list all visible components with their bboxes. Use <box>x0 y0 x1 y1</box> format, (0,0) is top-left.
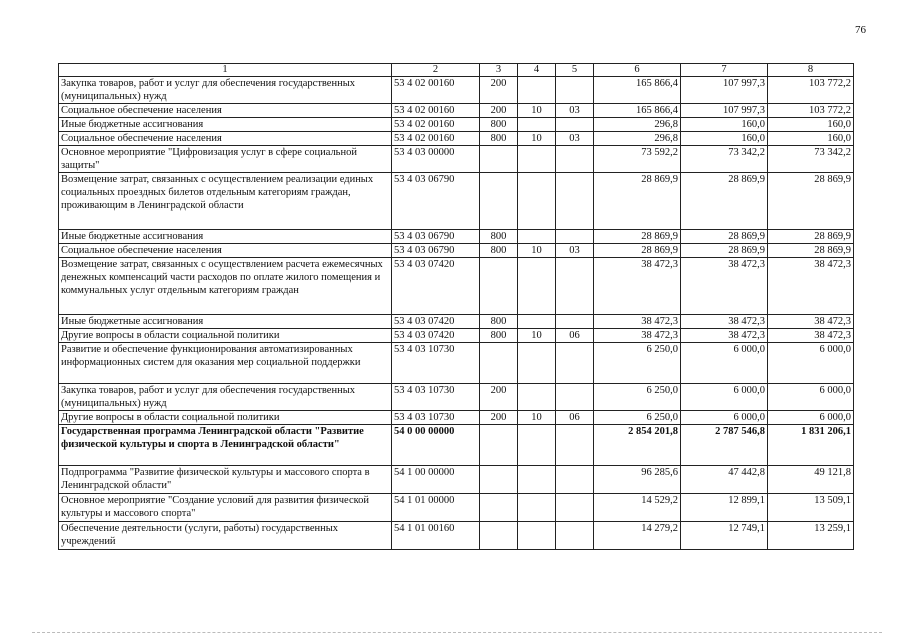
table-row <box>59 230 854 244</box>
row-code: 53 4 02 00160 <box>392 132 480 146</box>
table-row <box>59 118 854 132</box>
col-header-8: 8 <box>768 64 854 77</box>
row-value-6: 6 250,0 <box>594 384 681 411</box>
row-col5 <box>556 173 594 230</box>
row-col4 <box>518 258 556 315</box>
row-value-6: 14 279,2 <box>594 522 681 550</box>
row-value-7: 160,0 <box>681 132 768 146</box>
row-col5 <box>556 343 594 384</box>
row-name: Социальное обеспечение населения <box>59 132 392 146</box>
row-value-7: 38 472,3 <box>681 258 768 315</box>
row-value-8: 160,0 <box>768 118 854 132</box>
table-row <box>59 104 854 118</box>
row-value-8: 28 869,9 <box>768 173 854 230</box>
row-col3: 200 <box>480 104 518 118</box>
row-col4 <box>518 466 556 494</box>
row-col3: 800 <box>480 132 518 146</box>
row-name: Развитие и обеспечение функционирования автоматизированных информационных систем для оказания мер социальной поддержки <box>59 343 392 384</box>
col-header-4: 4 <box>518 64 556 77</box>
row-col5 <box>556 258 594 315</box>
row-value-6: 38 472,3 <box>594 258 681 315</box>
row-value-8: 6 000,0 <box>768 411 854 425</box>
row-value-7: 38 472,3 <box>681 329 768 343</box>
row-col5 <box>556 230 594 244</box>
row-col3: 800 <box>480 230 518 244</box>
row-value-7: 6 000,0 <box>681 411 768 425</box>
row-value-7: 12 749,1 <box>681 522 768 550</box>
row-value-7: 38 472,3 <box>681 315 768 329</box>
row-code: 53 4 02 00160 <box>392 77 480 104</box>
row-value-7: 28 869,9 <box>681 173 768 230</box>
row-code: 54 1 01 00160 <box>392 522 480 550</box>
row-col4: 10 <box>518 244 556 258</box>
row-code: 54 0 00 00000 <box>392 425 480 466</box>
row-col4 <box>518 146 556 173</box>
row-col3 <box>480 258 518 315</box>
row-col3 <box>480 466 518 494</box>
row-col3 <box>480 494 518 522</box>
row-name: Подпрограмма "Развитие физической культуры и массового спорта в Ленинградской области" <box>59 466 392 494</box>
row-code: 53 4 03 06790 <box>392 230 480 244</box>
table-row <box>59 425 854 466</box>
table-row <box>59 329 854 343</box>
row-value-8: 38 472,3 <box>768 258 854 315</box>
row-col5 <box>556 466 594 494</box>
row-value-8: 38 472,3 <box>768 329 854 343</box>
row-value-6: 38 472,3 <box>594 329 681 343</box>
row-name: Социальное обеспечение населения <box>59 244 392 258</box>
table-row <box>59 258 854 315</box>
row-col5 <box>556 522 594 550</box>
row-col3 <box>480 146 518 173</box>
table-row <box>59 146 854 173</box>
row-code: 53 4 02 00160 <box>392 118 480 132</box>
row-name: Иные бюджетные ассигнования <box>59 230 392 244</box>
row-value-7: 28 869,9 <box>681 230 768 244</box>
row-col3: 200 <box>480 411 518 425</box>
row-code: 54 1 00 00000 <box>392 466 480 494</box>
table-row <box>59 173 854 230</box>
row-code: 53 4 03 06790 <box>392 173 480 230</box>
row-value-7: 6 000,0 <box>681 384 768 411</box>
row-col4 <box>518 173 556 230</box>
row-col5: 03 <box>556 244 594 258</box>
col-header-5: 5 <box>556 64 594 77</box>
table-row <box>59 522 854 550</box>
table-row <box>59 77 854 104</box>
row-code: 53 4 02 00160 <box>392 104 480 118</box>
table-row <box>59 315 854 329</box>
table-row <box>59 384 854 411</box>
row-value-6: 165 866,4 <box>594 104 681 118</box>
row-name: Иные бюджетные ассигнования <box>59 315 392 329</box>
row-col5 <box>556 315 594 329</box>
row-value-6: 6 250,0 <box>594 411 681 425</box>
row-code: 53 4 03 07420 <box>392 329 480 343</box>
row-col4 <box>518 315 556 329</box>
table-row <box>59 244 854 258</box>
row-name: Обеспечение деятельности (услуги, работы) государственных учреждений <box>59 522 392 550</box>
col-header-2: 2 <box>392 64 480 77</box>
row-name: Другие вопросы в области социальной политики <box>59 329 392 343</box>
row-col3 <box>480 343 518 384</box>
table-row <box>59 466 854 494</box>
col-header-6: 6 <box>594 64 681 77</box>
row-value-8: 103 772,2 <box>768 77 854 104</box>
row-value-6: 96 285,6 <box>594 466 681 494</box>
row-col3: 200 <box>480 384 518 411</box>
row-value-8: 73 342,2 <box>768 146 854 173</box>
row-value-6: 28 869,9 <box>594 173 681 230</box>
row-col3: 800 <box>480 329 518 343</box>
table-row <box>59 494 854 522</box>
row-col5 <box>556 425 594 466</box>
row-value-6: 28 869,9 <box>594 244 681 258</box>
table-row <box>59 343 854 384</box>
row-col4 <box>518 425 556 466</box>
row-value-7: 2 787 546,8 <box>681 425 768 466</box>
row-name: Другие вопросы в области социальной политики <box>59 411 392 425</box>
row-value-8: 103 772,2 <box>768 104 854 118</box>
budget-table <box>58 63 854 550</box>
row-col5: 06 <box>556 411 594 425</box>
row-col3: 200 <box>480 77 518 104</box>
row-value-6: 28 869,9 <box>594 230 681 244</box>
row-value-6: 2 854 201,8 <box>594 425 681 466</box>
row-name: Иные бюджетные ассигнования <box>59 118 392 132</box>
row-col4: 10 <box>518 104 556 118</box>
row-value-6: 296,8 <box>594 118 681 132</box>
header-row <box>59 64 854 77</box>
row-value-8: 28 869,9 <box>768 244 854 258</box>
row-value-7: 28 869,9 <box>681 244 768 258</box>
row-name: Возмещение затрат, связанных с осуществлением расчета ежемесячных денежных компенсаций части расходов по оплате жилого помещения и коммунальных услуг отдельным категориям граждан <box>59 258 392 315</box>
row-col5 <box>556 77 594 104</box>
row-value-6: 38 472,3 <box>594 315 681 329</box>
row-value-7: 12 899,1 <box>681 494 768 522</box>
row-value-8: 1 831 206,1 <box>768 425 854 466</box>
row-col5 <box>556 384 594 411</box>
row-name: Основное мероприятие "Цифровизация услуг в сфере социальной защиты" <box>59 146 392 173</box>
row-value-7: 107 997,3 <box>681 104 768 118</box>
row-value-7: 73 342,2 <box>681 146 768 173</box>
row-value-7: 160,0 <box>681 118 768 132</box>
row-col3: 800 <box>480 315 518 329</box>
row-col4 <box>518 522 556 550</box>
row-col4 <box>518 118 556 132</box>
row-code: 53 4 03 06790 <box>392 244 480 258</box>
row-value-6: 296,8 <box>594 132 681 146</box>
row-col5 <box>556 146 594 173</box>
row-col5: 03 <box>556 104 594 118</box>
row-col3: 800 <box>480 118 518 132</box>
row-value-6: 73 592,2 <box>594 146 681 173</box>
row-col3 <box>480 522 518 550</box>
row-name: Закупка товаров, работ и услуг для обеспечения государственных (муниципальных) нужд <box>59 77 392 104</box>
row-col4 <box>518 343 556 384</box>
row-code: 53 4 03 00000 <box>392 146 480 173</box>
page-bottom-rule <box>32 632 882 633</box>
table-body <box>59 77 854 550</box>
row-value-7: 47 442,8 <box>681 466 768 494</box>
row-code: 53 4 03 07420 <box>392 258 480 315</box>
row-value-6: 6 250,0 <box>594 343 681 384</box>
col-header-1: 1 <box>59 64 392 77</box>
row-col4: 10 <box>518 329 556 343</box>
table-row <box>59 132 854 146</box>
row-name: Государственная программа Ленинградской области "Развитие физической культуры и спорта в Ленинградской области" <box>59 425 392 466</box>
row-col4: 10 <box>518 132 556 146</box>
row-col5 <box>556 494 594 522</box>
row-col5 <box>556 118 594 132</box>
row-col4 <box>518 230 556 244</box>
row-code: 54 1 01 00000 <box>392 494 480 522</box>
row-value-8: 28 869,9 <box>768 230 854 244</box>
row-value-8: 13 509,1 <box>768 494 854 522</box>
row-col3 <box>480 425 518 466</box>
row-value-8: 6 000,0 <box>768 384 854 411</box>
row-name: Основное мероприятие "Создание условий для развития физической культуры и массового спорта" <box>59 494 392 522</box>
row-col4: 10 <box>518 411 556 425</box>
table-row <box>59 411 854 425</box>
row-code: 53 4 03 10730 <box>392 343 480 384</box>
row-value-8: 49 121,8 <box>768 466 854 494</box>
col-header-3: 3 <box>480 64 518 77</box>
row-col5: 03 <box>556 132 594 146</box>
row-value-8: 13 259,1 <box>768 522 854 550</box>
row-code: 53 4 03 10730 <box>392 384 480 411</box>
row-value-6: 14 529,2 <box>594 494 681 522</box>
page-number: 76 <box>855 24 866 36</box>
row-col3 <box>480 173 518 230</box>
row-code: 53 4 03 07420 <box>392 315 480 329</box>
row-col5: 06 <box>556 329 594 343</box>
row-col4 <box>518 384 556 411</box>
row-value-7: 107 997,3 <box>681 77 768 104</box>
row-value-8: 160,0 <box>768 132 854 146</box>
row-col4 <box>518 77 556 104</box>
row-value-8: 38 472,3 <box>768 315 854 329</box>
row-col3: 800 <box>480 244 518 258</box>
row-name: Возмещение затрат, связанных с осуществлением реализации единых социальных проездных билетов отдельным категориям граждан, проживающим в Ленинградской области <box>59 173 392 230</box>
row-value-6: 165 866,4 <box>594 77 681 104</box>
row-name: Закупка товаров, работ и услуг для обеспечения государственных (муниципальных) нужд <box>59 384 392 411</box>
col-header-7: 7 <box>681 64 768 77</box>
row-value-7: 6 000,0 <box>681 343 768 384</box>
row-code: 53 4 03 10730 <box>392 411 480 425</box>
row-name: Социальное обеспечение населения <box>59 104 392 118</box>
row-col4 <box>518 494 556 522</box>
row-value-8: 6 000,0 <box>768 343 854 384</box>
